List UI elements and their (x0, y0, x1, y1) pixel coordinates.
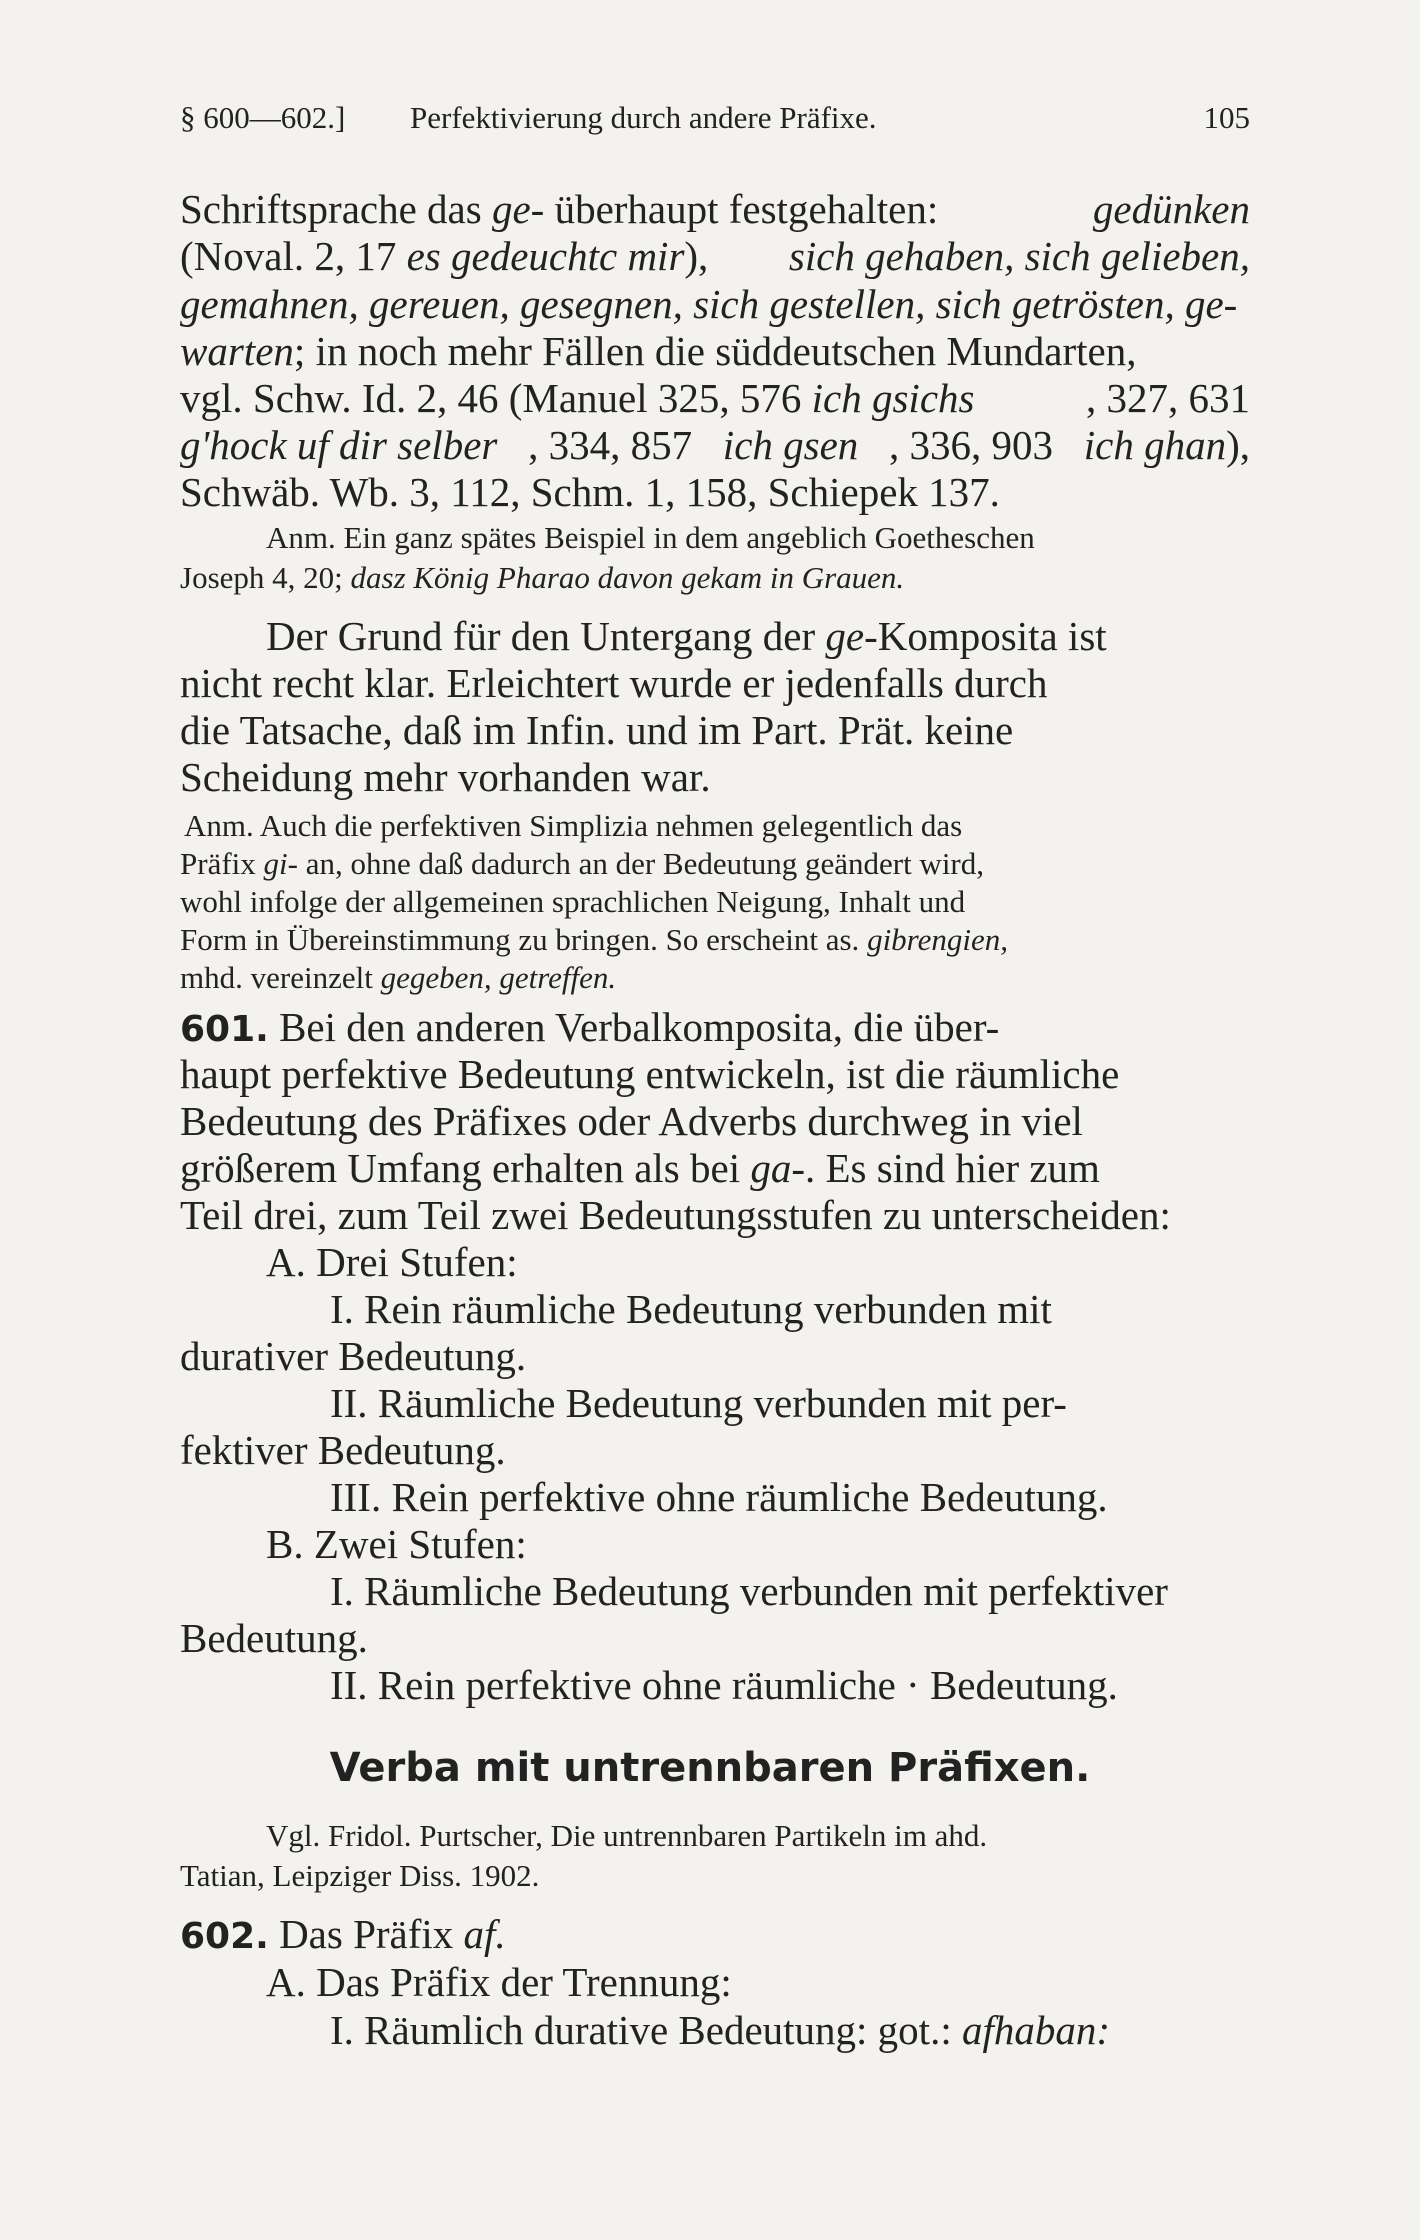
text-line: gemahnen, gereuen, gesegnen, sich gestellen, sich getrösten, ge- (180, 281, 1238, 327)
note-line: Anm. Ein ganz spätes Beispiel in dem angeblich Goetheschen (266, 520, 1035, 555)
list-heading-b: B. Zwei Stufen: (266, 1521, 527, 1567)
text-line: vgl. Schw. Id. 2, 46 (Manuel 325, 576 ich gsichs , 327, 631 (180, 375, 1250, 421)
list-heading-a: A. Das Präfix der Trennung: (266, 1959, 732, 2005)
section-range: § 600—602.] (180, 100, 346, 135)
section-602-line: 602. Das Präfix af. (180, 1911, 506, 1957)
list-item: I. Rein räumliche Bedeutung verbunden mit (330, 1286, 1052, 1332)
text-line: Schwäb. Wb. 3, 112, Schm. 1, 158, Schiepek 137. (180, 469, 1000, 515)
list-heading-a: A. Drei Stufen: (266, 1239, 518, 1285)
text-line: größerem Umfang erhalten als bei ga-. Es sind hier zum (180, 1145, 1100, 1191)
running-header (180, 100, 1250, 136)
list-item-cont: Bedeutung. (180, 1615, 368, 1661)
reference-line: Tatian, Leipziger Diss. 1902. (180, 1858, 540, 1893)
text-line: die Tatsache, daß im Infin. und im Part. Prät. keine (180, 707, 1014, 753)
text-line: Schriftsprache das ge- überhaupt festgehalten: gedünken (180, 186, 1250, 232)
note-line: Präfix gi- an, ohne daß dadurch an der Bedeutung geändert wird, (180, 846, 985, 881)
text-line: (Noval. 2, 17 es gedeuchtc mir), sich gehaben, sich gelieben, (180, 233, 1250, 279)
list-item-cont: fektiver Bedeutung. (180, 1427, 506, 1473)
note-line: Joseph 4, 20; dasz König Pharao davon gekam in Grauen. (180, 560, 905, 595)
list-item-cont: durativer Bedeutung. (180, 1333, 527, 1379)
chapter-heading: Verba mit untrennbaren Präfixen. (329, 1745, 1091, 1791)
list-item: II. Räumliche Bedeutung verbunden mit per- (330, 1380, 1067, 1426)
list-item: II. Rein perfektive ohne räumliche · Bedeutung. (330, 1662, 1118, 1708)
text-line: Teil drei, zum Teil zwei Bedeutungsstufen zu unterscheiden: (180, 1192, 1171, 1238)
section-number: 602. (180, 1916, 269, 1957)
list-item: I. Räumliche Bedeutung verbunden mit perfektiver (330, 1568, 1168, 1614)
note-line: Form in Übereinstimmung zu bringen. So erscheint as. gibrengien, (180, 922, 1008, 957)
reference-line: Vgl. Fridol. Purtscher, Die untrennbaren Partikeln im ahd. (266, 1818, 988, 1853)
section-601-line: 601. Bei den anderen Verbalkomposita, die über- (180, 1004, 1000, 1050)
text-line: Der Grund für den Untergang der ge-Komposita ist (266, 613, 1107, 659)
list-item: III. Rein perfektive ohne räumliche Bedeutung. (330, 1474, 1108, 1520)
list-item: I. Räumlich durative Bedeutung: got.: afhaban: (330, 2007, 1111, 2053)
section-number: 601. (180, 1009, 269, 1050)
text-line: Scheidung mehr vorhanden war. (180, 754, 711, 800)
note-line: wohl infolge der allgemeinen sprachlichen Neigung, Inhalt und (180, 884, 966, 919)
running-title: Perfektivierung durch andere Präfixe. (410, 100, 877, 135)
text-line: Bedeutung des Präfixes oder Adverbs durchweg in viel (180, 1098, 1083, 1144)
page-number: 105 (1203, 100, 1250, 135)
text-line: warten; in noch mehr Fällen die süddeutschen Mundarten, (180, 328, 1137, 374)
text-line: haupt perfektive Bedeutung entwickeln, ist die räumliche (180, 1051, 1120, 1097)
note-line: mhd. vereinzelt gegeben, getreffen. (180, 960, 617, 995)
text-line: nicht recht klar. Erleichtert wurde er jedenfalls durch (180, 660, 1048, 706)
note-line: Anm. Auch die perfektiven Simplizia nehmen gelegentlich das (184, 808, 963, 843)
text-line: g'hock uf dir selber , 334, 857 ich gsen , 336, 903 ich ghan), (180, 422, 1250, 468)
